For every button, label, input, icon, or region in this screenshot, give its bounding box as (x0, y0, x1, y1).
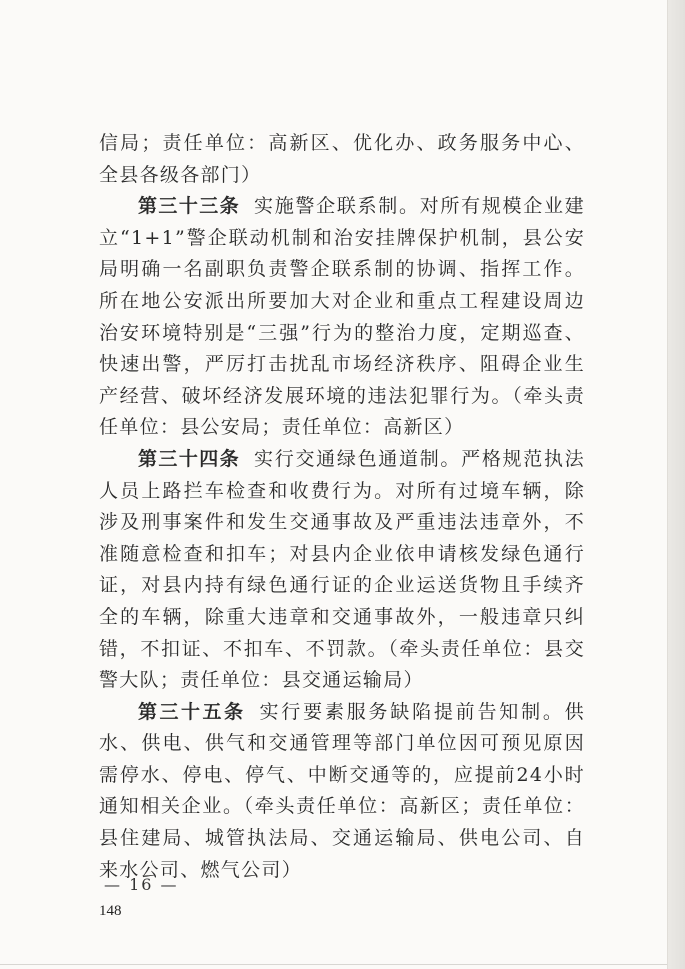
article-33-label: 第三十三条 (138, 195, 241, 218)
article-35-text: 实行要素服务缺陷提前告知制。供水、供电、供气和交通管理等部门单位因可预见原因需停水、停电、停气、中断交通等的，应提前24小时通知相关企业。（牵头责任单位：高新区；责任单位：县住建局、城管执法局、交通运输局、供电公司、自来水公司、燃气公司） (99, 700, 585, 881)
article-34 (99, 444, 585, 697)
article-34-label: 第三十四条 (138, 447, 241, 470)
article-35-label: 第三十五条 (138, 700, 246, 723)
article-35 (99, 697, 585, 887)
stamp-number: 148 (99, 903, 122, 919)
document-body (99, 128, 585, 886)
paragraph-continued: 信局；责任单位：高新区、优化办、政务服务中心、全县各级各部门） (99, 132, 585, 186)
article-33 (99, 191, 585, 444)
page-edge (667, 0, 685, 969)
bottom-divider (0, 964, 668, 965)
article-33-text: 实施警企联系制。对所有规模企业建立“1+1”警企联动机制和治安挂牌保护机制，县公安局明确一名副职负责警企联系制的协调、指挥工作。所在地公安派出所要加大对企业和重点工程建设周边治安环境特别是“三强”行为的整治力度，定期巡查、快速出警，严厉打击扰乱市场经济秩序、阻碍企业生产经营、破坏经济发展环境的违法犯罪行为。（牵头责任单位：县公安局；责任单位：高新区） (99, 195, 585, 439)
article-34-text: 实行交通绿色通道制。严格规范执法人员上路拦车检查和收费行为。对所有过境车辆，除涉及刑事案件和发生交通事故及严重违法违章外，不准随意检查和扣车；对县内企业依申请核发绿色通行证，对县内持有绿色通行证的企业运送货物且手续齐全的车辆，除重大违章和交通事故外，一般违章只纠错，不扣证、不扣车、不罚款。（牵头责任单位：县交警大队；责任单位：县交通运输局） (99, 447, 585, 692)
page-number: — 16 — (104, 875, 179, 894)
